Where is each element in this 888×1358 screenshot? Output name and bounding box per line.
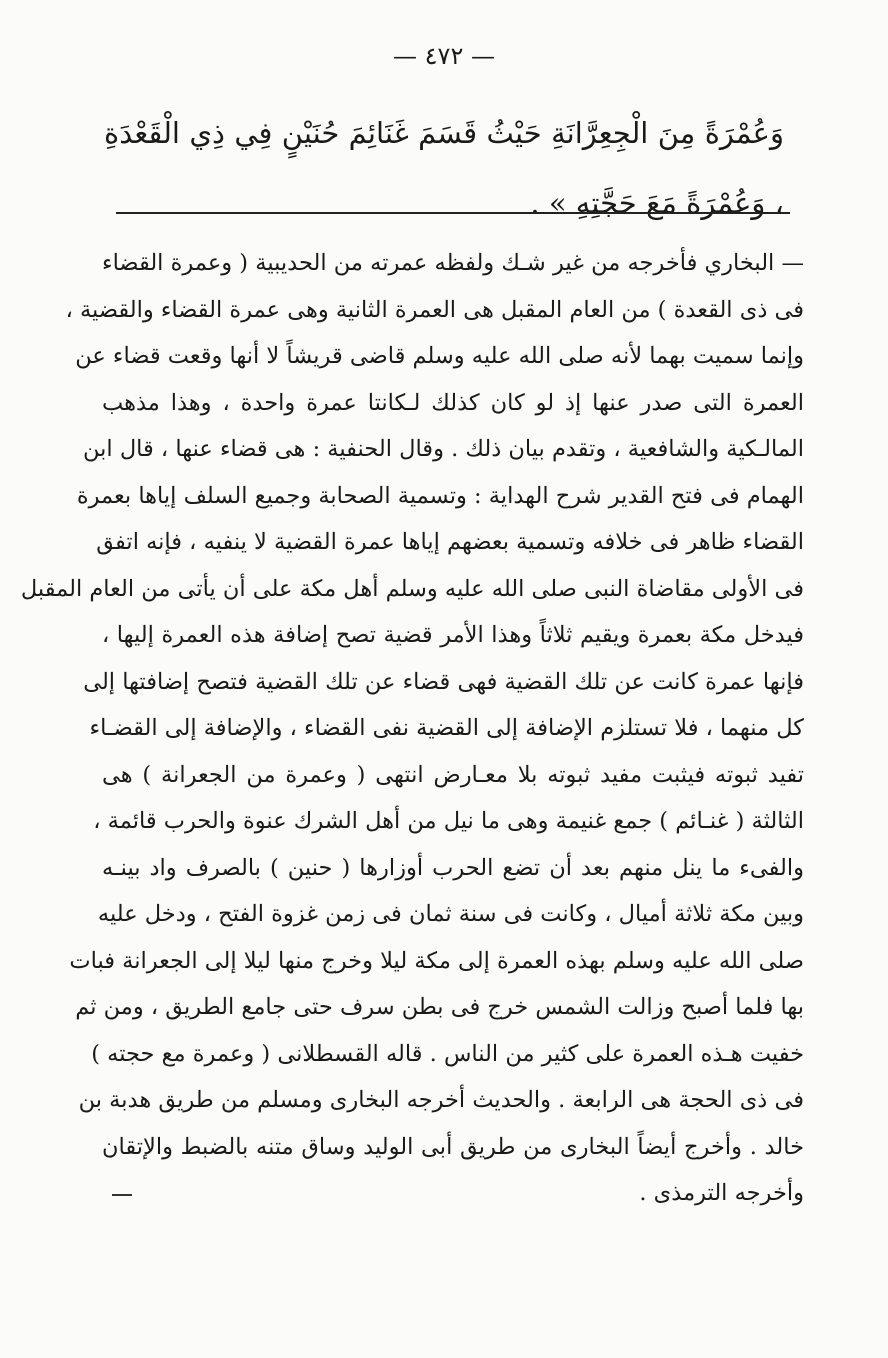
commentary-line: فى الأولى مقاضاة النبى صلى الله عليه وسلم أهل مكة على أن يأتى من العام المقبل — [20, 575, 804, 602]
commentary-line: بها فلما أصبح وزالت الشمس خرج فى بطن سرف حتى جامع الطريق ، ومن ثم — [75, 994, 804, 1020]
commentary-line: فيدخل مكة بعمرة ويقيم ثلاثاً وهذا الأمر قضية تصح إضافة هذه العمرة إليها ، — [102, 622, 804, 648]
commentary-line: — البخاري فأخرجه من غير شـك ولفظه عمرته من الحديبية ( وعمرة القضاء — [102, 250, 804, 276]
commentary-line: والفىء ما ينل منهم بعد أن تضع الحرب أوزارها ( حنين ) بالصرف واد بينـه — [102, 854, 804, 881]
commentary-line: فى ذى القعدة ) من العام المقبل هى العمرة الثانية وهى عمرة القضاء والقضية ، — [65, 296, 804, 323]
commentary-line: الثالثة ( غنـائم ) جمع غنيمة وهى ما نيل من أهل الشرك عنوة والحرب قائمة ، — [93, 808, 804, 834]
commentary-footnote — [20, 240, 804, 1217]
commentary-line: المالـكية والشافعية ، وتقدم بيان ذلك . وقال الحنفية : هى قضاء عنها ، قال ابن — [83, 436, 804, 462]
commentary-line: خالد . وأخرج أيضاً البخارى من طريق أبى الوليد وساق متنه بالضبط والإتقان — [102, 1133, 804, 1160]
commentary-line: وأخرجه الترمذى . — [639, 1180, 804, 1206]
commentary-line: فى ذى الحجة هى الرابعة . والحديث أخرجه البخارى ومسلم من طريق هدبة بن — [78, 1087, 804, 1113]
end-dash — [112, 1194, 132, 1196]
commentary-line: صلى الله عليه وسلم بهذه العمرة إلى مكة ليلا وخرج منها ليلا إلى الجعرانة فبات — [69, 947, 804, 974]
commentary-line: وإنما سميت بهما لأنه صلى الله عليه وسلم قاضى قريشاً لا أنها وقعت قضاء عن — [75, 343, 804, 369]
commentary-line: خفيت هـذه العمرة على كثير من الناس . قاله القسطلانى ( وعمرة مع حجته ) — [91, 1040, 804, 1067]
commentary-line: العمرة التى صدر عنها إذ لو كان كذلك لـكانتا عمرة واحدة ، وهذا مذهب — [102, 389, 804, 416]
commentary-line: فإنها عمرة كانت عن تلك القضية فهى قضاء عن تلك القضية فتصح إضافتها إلى — [83, 668, 804, 695]
commentary-line: وبين مكة ثلاثة أميال ، وكانت فى سنة ثمان فى زمن غزوة الفتح ، ودخل عليه — [97, 901, 804, 927]
commentary-line: كل منهما ، فلا تستلزم الإضافة إلى القضية نفى القضاء ، والإضافة إلى القضـاء — [89, 715, 804, 741]
commentary-line: القضاء ظاهر فى خلافه وتسمية بعضهم إياها عمرة القضية لا ينفيه ، فإنه اتفق — [96, 529, 804, 555]
commentary-line: تفيد ثبوته فيثبت مفيد ثبوته بلا معـارض انتهى ( وعمرة من الجعرانة ) هى — [102, 761, 804, 788]
commentary-line: الهمام فى فتح القدير شرح الهداية : وتسمية الصحابة وجميع السلف إياها بعمرة — [76, 482, 804, 509]
hadith-text: وَعُمْرَةً مِنَ الْجِعِرَّانَةِ حَيْثُ قَسَمَ غَنَائِمَ حُنَيْنٍ فِي ذِي الْقَعْدَةِ ، وَعُمْرَةً مَعَ حَجَّتِهِ » . — [104, 116, 784, 220]
separator-rule — [116, 212, 790, 214]
page-number: — ٤٧٢ — — [393, 42, 495, 70]
